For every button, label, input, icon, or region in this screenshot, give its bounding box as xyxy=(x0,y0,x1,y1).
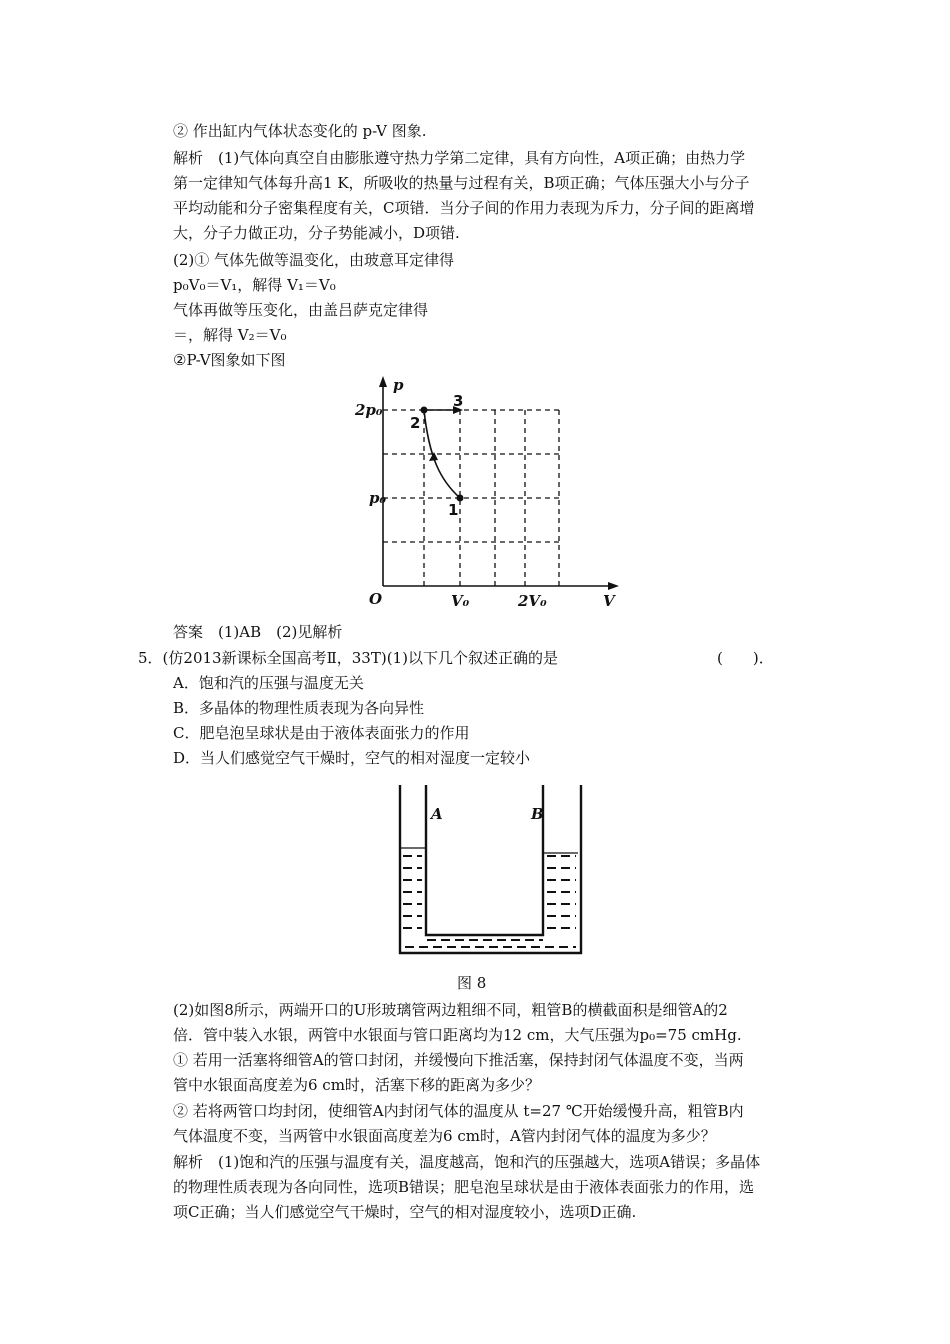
text-line-24: 解析 (1)饱和汽的压强与温度有关，温度越高，饱和汽的压强越大，选项A错误；多晶体 xyxy=(173,1153,761,1171)
text-line-2: 解析 (1)气体向真空自由膨胀遵守热力学第二定律，具有方向性，A项正确；由热力学 xyxy=(173,149,746,167)
answer-line: 答案 (1)AB (2)见解析 xyxy=(173,623,343,641)
text-line-22: ② 若将两管口均封闭，使细管A内封闭气体的温度从 t=27 ℃开始缓慢升高，粗管B内 xyxy=(173,1102,744,1120)
text-line-8: 气体再做等压变化，由盖吕萨克定律得 xyxy=(173,301,429,319)
text-line-1: ② 作出缸内气体状态变化的 p-V 图象. xyxy=(173,122,427,140)
text-line-3: 第一定律知气体每升高1 K，所吸收的热量与过程有关，B项正确；气体压强大小与分子 xyxy=(173,174,750,192)
state-point-2 xyxy=(421,407,428,414)
question-5-line: 5．(仿2013新课标全国高考Ⅱ，33T)(1)以下几个叙述正确的是 xyxy=(138,649,558,667)
origin-label: O xyxy=(369,590,383,608)
option-b: B．多晶体的物理性质表现为各向异性 xyxy=(173,699,425,717)
v-axis-arrow xyxy=(608,582,619,590)
point-label-1: 1 xyxy=(448,501,459,519)
answer-blank: ( )． xyxy=(717,649,774,667)
text-line-7: p₀V₀＝V₁，解得 V₁＝V₀ xyxy=(173,276,336,294)
text-line-20: ① 若用一活塞将细管A的管口封闭，并缓慢向下推活塞，保持封闭气体温度不变，当两 xyxy=(173,1051,744,1069)
axis-label-p: p xyxy=(393,376,404,394)
tick-label-2v0: 2V₀ xyxy=(518,592,547,610)
tick-label-p0: p₀ xyxy=(369,489,387,507)
option-d: D．当人们感觉空气干燥时，空气的相对湿度一定较小 xyxy=(173,749,531,767)
p-axis-arrow xyxy=(379,376,387,387)
pv-graph xyxy=(355,372,625,612)
text-line-23: 气体温度不变，当两管中水银面高度差为6 cm时，A管内封闭气体的温度为多少？ xyxy=(173,1127,716,1145)
option-a: A．饱和汽的压强与温度无关 xyxy=(173,674,364,692)
text-line-26: 项C正确；当人们感觉空气干燥时，空气的相对湿度较小，选项D正确. xyxy=(173,1203,637,1221)
tube-label-a: A xyxy=(431,805,443,823)
text-line-6: (2)① 气体先做等温变化，由玻意耳定律得 xyxy=(173,251,455,269)
text-line-5: 大，分子力做正功，分子势能减小，D项错. xyxy=(173,224,460,242)
u-tube-figure xyxy=(395,785,590,960)
text-line-25: 的物理性质表现为各向同性，选项B错误；肥皂泡呈球状是由于液体表面张力的作用，选 xyxy=(173,1178,755,1196)
option-c: C．肥皂泡呈球状是由于液体表面张力的作用 xyxy=(173,724,470,742)
text-line-19: 倍．管中装入水银，两管中水银面与管口距离均为12 cm，大气压强为p₀=75 cmHg. xyxy=(173,1026,742,1044)
tube-label-b: B xyxy=(531,805,544,823)
text-line-9: ＝，解得 V₂＝V₀ xyxy=(173,326,287,344)
axis-label-v: V xyxy=(603,592,615,610)
text-line-18: (2)如图8所示，两端开口的U形玻璃管两边粗细不同，粗管B的横截面积是细管A的2 xyxy=(173,1001,728,1019)
text-line-10: ②P-V图象如下图 xyxy=(173,351,286,369)
text-line-4: 平均动能和分子密集程度有关，C项错．当分子间的作用力表现为斥力，分子间的距离增 xyxy=(173,199,755,217)
point-label-2: 2 xyxy=(410,414,421,432)
figure-caption: 图 8 xyxy=(457,974,487,992)
tick-label-v0: V₀ xyxy=(451,592,470,610)
point-label-3: 3 xyxy=(453,392,464,410)
text-line-21: 管中水银面高度差为6 cm时，活塞下移的距离为多少？ xyxy=(173,1076,540,1094)
tick-label-2p0: 2p₀ xyxy=(355,401,383,419)
